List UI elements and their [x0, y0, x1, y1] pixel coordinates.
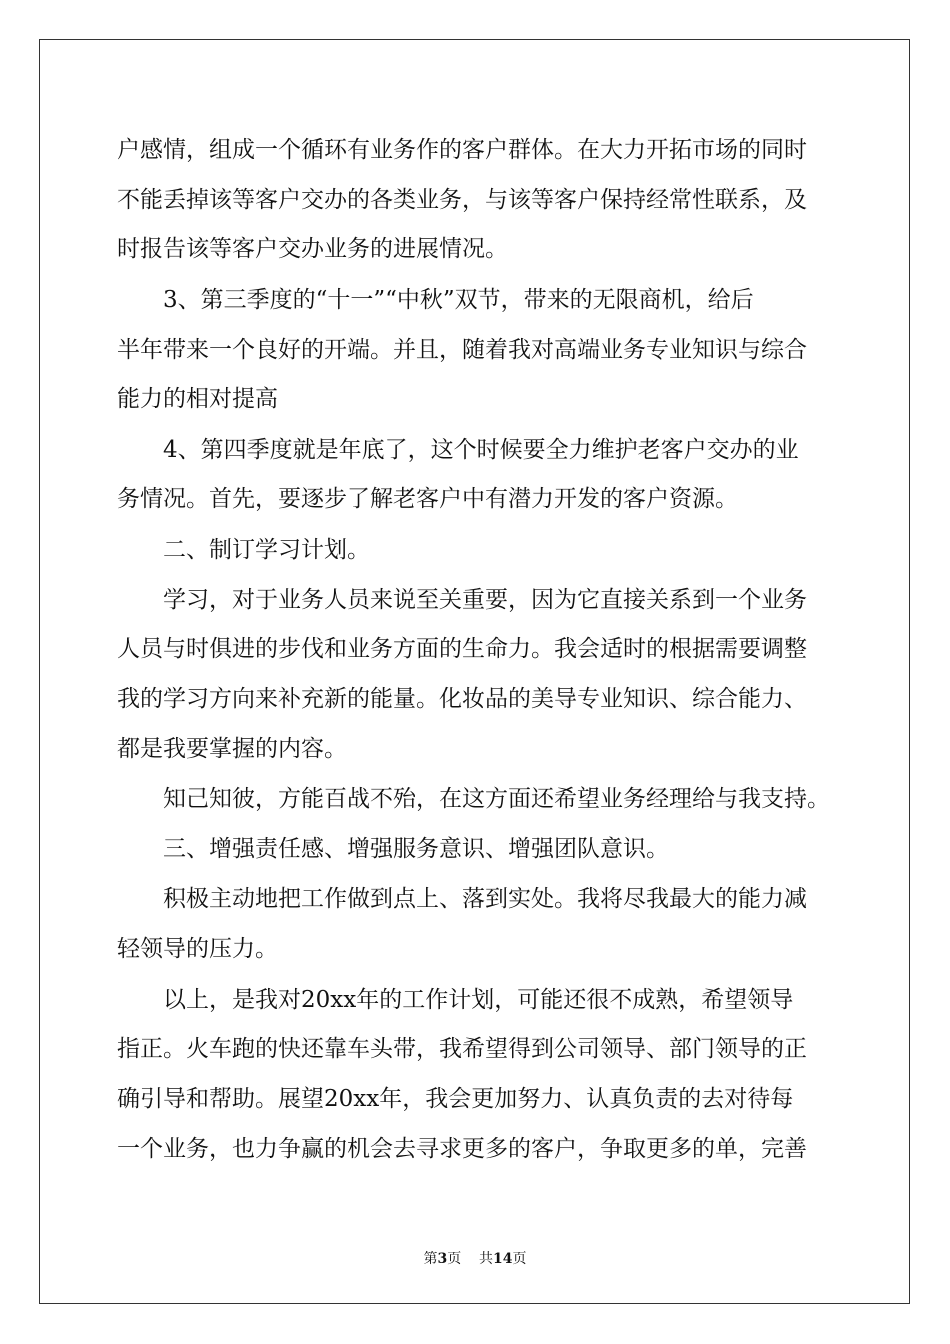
- page-footer: [0, 1248, 950, 1268]
- text-line: 积极主动地把工作做到点上、落到实处。我将尽我最大的能力减: [163, 886, 807, 912]
- text-line: 我的学习方向来补充新的能量。化妆品的美导专业知识、综合能力、: [117, 686, 807, 712]
- section-heading: 三、增强责任感、增强服务意识、增强团队意识。: [163, 836, 669, 862]
- section-heading: 二、制订学习计划。: [163, 537, 370, 563]
- text-line: 3、第三季度的“十一”“中秋”双节，带来的无限商机，给后: [163, 287, 754, 313]
- text-line: 人员与时俱进的步伐和业务方面的生命力。我会适时的根据需要调整: [117, 636, 807, 662]
- page-prefix: 第: [423, 1251, 438, 1267]
- page-suffix: 页: [447, 1251, 462, 1267]
- text-line: 都是我要掌握的内容。: [117, 736, 347, 762]
- text-line: 一个业务，也力争赢的机会去寻求更多的客户，争取更多的单，完善: [117, 1136, 807, 1162]
- text-line: 轻领导的压力。: [117, 936, 278, 962]
- text-line: 务情况。首先，要逐步了解老客户中有潜力开发的客户资源。: [117, 486, 738, 512]
- total-prefix: 共: [479, 1251, 494, 1267]
- text-line: 时报告该等客户交办业务的进展情况。: [117, 236, 508, 262]
- text-line: 4、第四季度就是年底了，这个时候要全力维护老客户交办的业: [163, 437, 799, 463]
- page-number: 3: [437, 1251, 448, 1267]
- text-line: 能力的相对提高: [117, 386, 278, 412]
- total-pages: 14: [493, 1251, 513, 1267]
- text-line: 确引导和帮助。展望20xx年，我会更加努力、认真负责的去对待每: [117, 1086, 794, 1112]
- text-line: 半年带来一个良好的开端。并且，随着我对高端业务专业知识与综合: [117, 337, 807, 363]
- page-border: [39, 39, 910, 1304]
- text-line: 知己知彼，方能百战不殆，在这方面还希望业务经理给与我支持。: [163, 786, 830, 812]
- text-line: 指正。火车跑的快还靠车头带，我希望得到公司领导、部门领导的正: [117, 1036, 807, 1062]
- text-line: 户感情，组成一个循环有业务作的客户群体。在大力开拓市场的同时: [117, 137, 807, 163]
- total-suffix: 页: [512, 1251, 527, 1267]
- text-line: 学习，对于业务人员来说至关重要，因为它直接关系到一个业务: [163, 587, 807, 613]
- text-line: 以上，是我对20xx年的工作计划，可能还很不成熟，希望领导: [163, 987, 794, 1013]
- text-line: 不能丢掉该等客户交办的各类业务，与该等客户保持经常性联系，及: [117, 187, 807, 213]
